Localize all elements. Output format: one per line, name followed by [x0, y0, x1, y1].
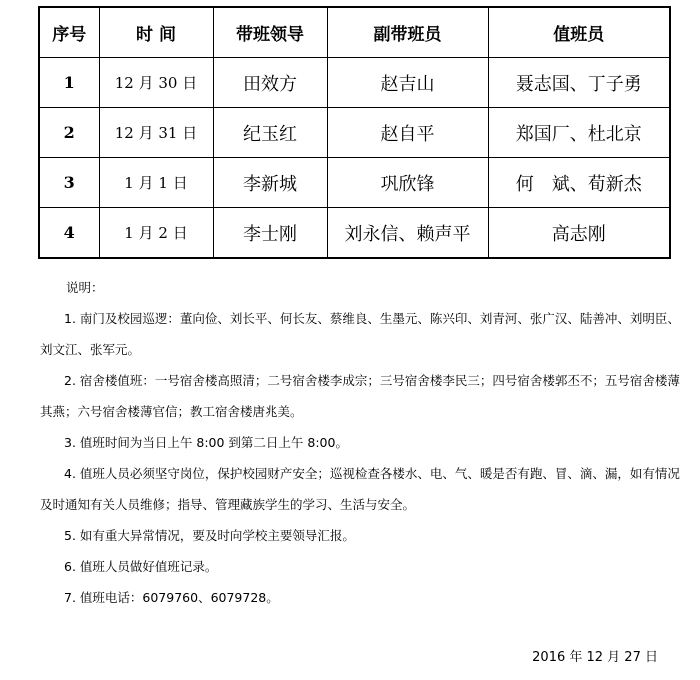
table-row: [39, 108, 670, 158]
row-staff: 高志刚: [488, 208, 670, 259]
row-date: 1 月 2 日: [99, 208, 213, 259]
header-staff: 值班员: [488, 7, 670, 58]
row-number: 3: [39, 158, 99, 208]
note-item-phone: 7. 值班电话：6079760、6079728。: [64, 590, 279, 605]
row-number: 2: [39, 108, 99, 158]
table-row: [39, 158, 670, 208]
header-leader: 带班领导: [213, 7, 327, 58]
notes-title: 说明：: [66, 280, 104, 295]
row-date: 12 月 30 日: [99, 58, 213, 108]
row-number: 4: [39, 208, 99, 259]
row-staff: 聂志国、丁子勇: [488, 58, 670, 108]
note-item-hours: 3. 值班时间为当日上午 8:00 到第二日上午 8:00。: [64, 435, 348, 450]
note-item-report: 5. 如有重大异常情况，要及时向学校主要领导汇报。: [64, 528, 355, 543]
header-number: 序号: [39, 7, 99, 58]
table-row: [39, 58, 670, 108]
row-leader: 李新城: [213, 158, 327, 208]
row-leader: 田效方: [213, 58, 327, 108]
table-header-row: [39, 7, 670, 58]
row-number: 1: [39, 58, 99, 108]
notes-section: [40, 272, 680, 613]
note-item-records: 6. 值班人员做好值班记录。: [64, 559, 218, 574]
row-staff: 郑国厂、杜北京: [488, 108, 670, 158]
row-staff: 何 斌、荀新杰: [488, 158, 670, 208]
header-deputy: 副带班员: [327, 7, 488, 58]
row-deputy: 刘永信、赖声平: [327, 208, 488, 259]
row-deputy: 赵自平: [327, 108, 488, 158]
table-row: [39, 208, 670, 259]
row-leader: 李士刚: [213, 208, 327, 259]
header-date: 时 间: [99, 7, 213, 58]
note-item-duties: 4. 值班人员必须坚守岗位，保护校园财产安全；巡视检查各楼水、电、气、暖是否有跑、冒、滴、漏，如有情况及时通知有关人员维修；指导、管理藏族学生的学习、生活与安全。: [40, 466, 680, 512]
duty-schedule-table: [38, 6, 671, 259]
row-leader: 纪玉红: [213, 108, 327, 158]
note-item-patrol: 1. 南门及校园巡逻：董向俭、刘长平、何长友、蔡维良、生墨元、陈兴印、刘青河、张广汉、陆善冲、刘明臣、刘文江、张军元。: [40, 311, 680, 357]
signature-date: 2016 年 12 月 27 日: [532, 650, 658, 665]
row-date: 1 月 1 日: [99, 158, 213, 208]
row-deputy: 巩欣锋: [327, 158, 488, 208]
row-deputy: 赵吉山: [327, 58, 488, 108]
row-date: 12 月 31 日: [99, 108, 213, 158]
note-item-dormitory: 2. 宿舍楼值班：一号宿舍楼高照清；二号宿舍楼李成宗；三号宿舍楼李民三；四号宿舍楼郭丕不；五号宿舍楼薄其燕；六号宿舍楼薄官信；教工宿舍楼唐兆美。: [40, 373, 680, 419]
